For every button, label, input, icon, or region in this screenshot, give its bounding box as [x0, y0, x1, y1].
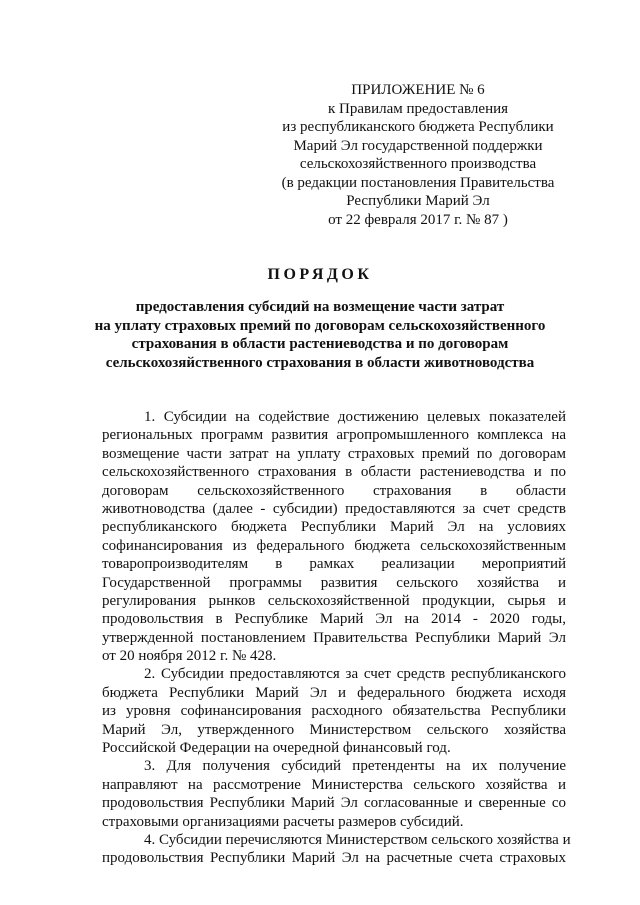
paragraph-line: софинансирования из федерального бюджета сельскохозяйственным: [102, 537, 566, 554]
paragraph-line: Российской Федерации на очередной финансовый год.: [102, 740, 451, 757]
paragraph-line: от 20 ноября 2012 г. № 428.: [102, 648, 277, 665]
appendix-line: ПРИЛОЖЕНИЕ № 6: [351, 82, 485, 98]
paragraph-line: продовольствия в Республике Марий Эл на 2014 - 2020 годы,: [102, 611, 566, 628]
subtitle-line: предоставления субсидий на возмещение части затрат: [135, 299, 505, 315]
body-paragraph: [102, 831, 571, 868]
paragraph-line: товаропроизводителям в рамках реализации мероприятий: [102, 556, 566, 573]
paragraph-line: утвержденной постановлением Правительства Республики Марий Эл: [102, 629, 566, 646]
paragraph-line: возмещение части затрат на уплату страховых премий по договорам: [102, 445, 566, 462]
paragraph-line: страховыми организациями расчеты размеров субсидий.: [102, 813, 464, 830]
paragraph-line: 3. Для получения субсидий претенденты на их получение: [144, 758, 566, 775]
document-title: ПОРЯДОК: [267, 266, 373, 283]
paragraph-line: из уровня софинансирования расходного обязательства Республики: [102, 703, 566, 720]
appendix-header: [258, 81, 578, 229]
appendix-line: от 22 февраля 2017 г. № 87 ): [328, 211, 508, 228]
document-subtitle: [60, 298, 580, 372]
paragraph-line: договорам сельскохозяйственного страхования в области: [102, 482, 566, 499]
document-body: [102, 408, 571, 868]
appendix-line: Марий Эл государственной поддержки: [293, 137, 543, 154]
appendix-line: Республики Марий Эл: [346, 193, 490, 209]
body-paragraph: [102, 408, 566, 665]
paragraph-line: Марий Эл, утвержденного Министерством сельского хозяйства: [102, 721, 566, 738]
appendix-line: к Правилам предоставления: [327, 100, 509, 117]
paragraph-line: направляют на рассмотрение Министерства сельского хозяйства и: [102, 776, 566, 793]
paragraph-line: республиканского бюджета Республики Марий Эл на условиях: [102, 519, 566, 536]
appendix-line: сельскохозяйственного производства: [299, 156, 537, 172]
subtitle-line: сельскохозяйственного страхования в области животноводства: [105, 354, 535, 371]
subtitle-line: страхования в области растениеводства и по договорам: [131, 336, 509, 352]
paragraph-line: продовольствия Республики Марий Эл согласованные и сверенные со: [102, 795, 566, 812]
paragraph-line: бюджета Республики Марий Эл и федерального бюджета исходя: [102, 684, 566, 701]
paragraph-line: регулирования рынков сельскохозяйственной продукции, сырья и: [102, 592, 566, 609]
paragraph-line: продовольствия Республики Марий Эл на расчетные счета страховых: [102, 850, 566, 867]
subtitle-line: на уплату страховых премий по договорам сельскохозяйственного: [94, 317, 546, 334]
appendix-line: из республиканского бюджета Республики: [282, 119, 554, 135]
appendix-line: (в редакции постановления Правительства: [281, 174, 555, 191]
paragraph-line: региональных программ развития агропромышленного комплекса на: [102, 427, 566, 444]
paragraph-line: 1. Субсидии на содействие достижению целевых показателей: [144, 409, 566, 425]
paragraph-line: сельскохозяйственного страхования в области растениеводства и по: [102, 464, 566, 481]
paragraph-line: Государственной программы развития сельского хозяйства и: [102, 574, 566, 591]
paragraph-line: 2. Субсидии предоставляются за счет средств республиканского: [144, 666, 566, 683]
paragraph-line: 4. Субсидии перечисляются Министерством сельского хозяйства и: [144, 831, 571, 848]
body-paragraph: [102, 757, 566, 831]
body-paragraph: [102, 665, 566, 757]
paragraph-line: животноводства (далее - субсидии) предоставляются за счет средств: [102, 500, 566, 517]
